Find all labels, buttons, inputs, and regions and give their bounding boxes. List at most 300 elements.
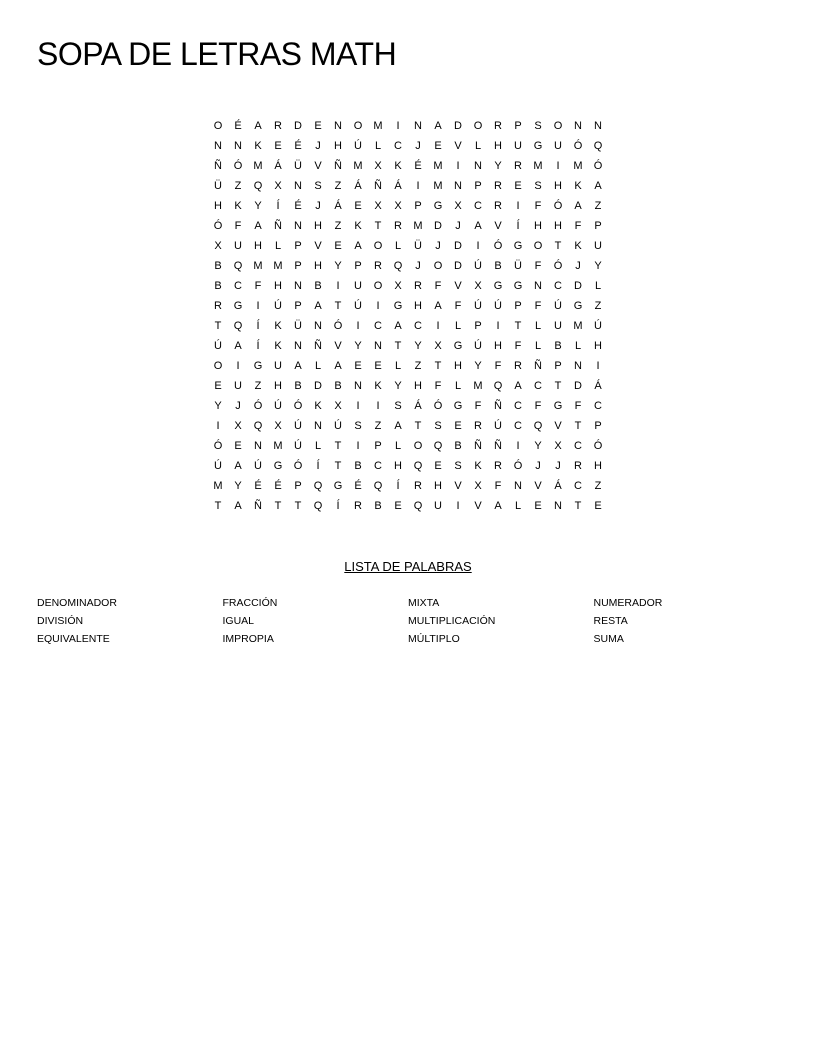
word-list-heading [0,559,816,575]
grid-row [208,156,608,176]
grid-cell: U [514,140,522,152]
grid-cell: A [394,320,402,332]
grid-cell: B [214,280,222,292]
grid-cell: A [314,300,322,312]
grid-cell: R [274,120,282,132]
grid-cell: K [254,140,262,152]
grid-cell: X [474,480,482,492]
grid-cell: X [554,440,562,452]
grid-cell: I [396,120,400,132]
grid-cell: T [554,240,562,252]
grid-cell: O [433,260,443,272]
grid-row [208,356,608,376]
grid-cell: X [454,200,462,212]
grid-cell: T [434,360,442,372]
grid-cell: R [394,220,402,232]
grid-cell: R [374,260,382,272]
grid-cell: Q [253,180,263,192]
grid-cell: R [494,120,502,132]
grid-cell: G [533,140,543,152]
grid-cell: Á [554,480,562,492]
grid-cell: Ú [354,140,362,152]
grid-cell: I [516,200,520,212]
grid-cell: Y [254,200,262,212]
grid-cell: G [233,300,243,312]
word-list-item: IMPROPIA [222,633,274,645]
grid-cell: K [394,160,402,172]
grid-cell: H [434,480,442,492]
grid-cell: K [314,400,322,412]
grid-cell: I [216,420,220,432]
word-list-item: FRACCIÓN [222,597,278,609]
grid-cell: B [454,440,462,452]
grid-cell: Y [474,360,482,372]
grid-cell: A [334,360,342,372]
grid-cell: G [493,280,503,292]
word-list-item: DENOMINADOR [37,597,117,609]
grid-row [208,376,608,396]
grid-cell: E [314,120,322,132]
grid-cell: I [256,300,260,312]
grid-cell: N [354,380,362,392]
grid-cell: M [213,480,223,492]
grid-cell: X [394,280,402,292]
grid-cell: H [254,240,262,252]
grid-row [208,456,608,476]
grid-cell: C [394,140,402,152]
grid-cell: F [234,220,242,232]
grid-cell: L [374,140,382,152]
grid-cell: M [573,160,583,172]
grid-cell: M [253,260,263,272]
grid-cell: V [314,240,322,252]
grid-cell: O [533,240,543,252]
grid-cell: N [294,180,302,192]
word-list-item: EQUIVALENTE [37,633,110,645]
grid-cell: Á [354,180,362,192]
grid-cell: E [434,460,442,472]
grid-cell: C [414,320,422,332]
grid-cell: T [414,420,422,432]
grid-cell: G [253,360,263,372]
grid-cell: É [354,480,362,492]
grid-cell: O [213,120,223,132]
grid-cell: Q [413,460,423,472]
grid-cell: E [334,240,342,252]
grid-row [208,136,608,156]
grid-cell: I [456,160,460,172]
grid-cell: N [314,420,322,432]
grid-cell: G [513,240,523,252]
grid-cell: Ü [514,260,522,272]
grid-cell: G [273,460,283,472]
grid-cell: U [434,500,442,512]
grid-cell: K [574,180,582,192]
grid-cell: B [294,380,302,392]
grid-cell: I [496,320,500,332]
grid-cell: N [214,140,222,152]
grid-cell: Ó [553,200,563,212]
grid-cell: Y [394,380,402,392]
grid-cell: L [314,360,322,372]
word-list-heading-text: LISTA DE PALABRAS [344,559,472,574]
grid-cell: M [533,160,543,172]
grid-cell: I [456,500,460,512]
grid-cell: I [356,320,360,332]
grid-cell: H [414,300,422,312]
grid-cell: N [294,280,302,292]
grid-cell: X [234,420,242,432]
grid-cell: A [474,220,482,232]
grid-cell: A [234,460,242,472]
grid-cell: N [574,360,582,372]
grid-cell: B [554,340,562,352]
grid-cell: U [354,280,362,292]
grid-cell: C [594,400,602,412]
grid-row [208,316,608,336]
grid-cell: T [334,300,342,312]
grid-cell: Z [374,420,382,432]
grid-cell: X [214,240,222,252]
grid-cell: T [334,440,342,452]
grid-cell: Ñ [254,500,262,512]
grid-cell: Y [534,440,542,452]
grid-row [208,216,608,236]
grid-cell: Ó [493,240,503,252]
grid-cell: U [274,360,282,372]
grid-cell: A [494,500,502,512]
grid-cell: Ó [293,460,303,472]
grid-cell: N [254,440,262,452]
grid-row [208,276,608,296]
grid-cell: Í [516,220,520,232]
grid-cell: F [574,220,582,232]
grid-cell: D [574,380,582,392]
grid-cell: E [274,140,282,152]
grid-cell: E [434,140,442,152]
grid-cell: J [555,460,561,472]
grid-cell: Í [256,320,260,332]
grid-cell: F [574,400,582,412]
grid-cell: Ó [213,220,223,232]
grid-cell: Í [276,200,280,212]
grid-cell: Ó [233,160,243,172]
grid-row [208,196,608,216]
grid-cell: L [394,360,402,372]
grid-cell: Ú [474,340,482,352]
word-row [37,594,779,612]
grid-cell: U [594,240,602,252]
grid-cell: K [574,240,582,252]
grid-cell: S [454,460,462,472]
grid-cell: Ü [214,180,222,192]
grid-cell: Ó [293,400,303,412]
grid-cell: Y [214,400,222,412]
grid-cell: R [474,420,482,432]
grid-cell: G [573,300,583,312]
grid-cell: N [534,280,542,292]
word-list-item: NUMERADOR [593,597,663,609]
grid-cell: C [474,200,482,212]
grid-cell: L [394,440,402,452]
grid-cell: Y [334,260,342,272]
grid-cell: T [374,220,382,232]
word-list-item: SUMA [593,633,624,645]
grid-cell: Ñ [474,440,482,452]
grid-cell: Í [256,340,260,352]
grid-cell: X [374,200,382,212]
grid-cell: P [594,220,602,232]
grid-cell: Ú [214,340,222,352]
grid-cell: H [554,220,562,232]
grid-cell: H [334,140,342,152]
grid-cell: R [494,200,502,212]
grid-cell: Ñ [214,160,222,172]
grid-cell: V [534,480,542,492]
grid-cell: Z [234,180,242,192]
grid-cell: N [454,180,462,192]
grid-cell: Ó [253,400,263,412]
grid-cell: E [374,360,382,372]
grid-cell: G [513,280,523,292]
grid-cell: H [594,340,602,352]
grid-cell: U [234,240,242,252]
grid-cell: Ó [213,440,223,452]
grid-cell: X [274,420,282,432]
grid-cell: C [374,320,382,332]
grid-cell: H [314,260,322,272]
grid-cell: Ü [294,160,302,172]
grid-cell: Q [393,260,403,272]
grid-cell: L [514,500,522,512]
grid-cell: I [356,440,360,452]
grid-cell: V [494,220,502,232]
grid-cell: V [554,420,562,432]
grid-cell: Q [313,480,323,492]
grid-cell: P [594,420,602,432]
grid-cell: T [514,320,522,332]
grid-cell: P [294,300,302,312]
grid-cell: P [474,320,482,332]
grid-cell: E [514,180,522,192]
grid-cell: K [274,320,282,332]
grid-cell: J [415,140,421,152]
word-list [37,594,779,648]
grid-cell: Ú [274,400,282,412]
grid-cell: M [353,160,363,172]
word-list-item: MIXTA [408,597,440,609]
grid-cell: Z [594,300,602,312]
grid-cell: Ó [553,260,563,272]
grid-cell: X [334,400,342,412]
grid-cell: C [574,440,582,452]
grid-cell: V [454,280,462,292]
grid-cell: F [254,280,262,292]
grid-cell: Ñ [274,220,282,232]
grid-cell: D [454,240,462,252]
grid-cell: Í [396,480,400,492]
grid-cell: A [294,360,302,372]
grid-cell: I [336,280,340,292]
grid-cell: R [494,180,502,192]
grid-cell: V [334,340,342,352]
grid-cell: Y [234,480,242,492]
grid-cell: T [334,460,342,472]
grid-cell: M [373,120,383,132]
grid-cell: R [214,300,222,312]
grid-cell: S [314,180,322,192]
grid-cell: O [473,120,483,132]
grid-cell: S [534,120,542,132]
grid-cell: O [373,280,383,292]
word-list-item: RESTA [593,615,628,627]
grid-cell: F [494,360,502,372]
grid-cell: F [434,280,442,292]
grid-cell: N [234,140,242,152]
grid-cell: I [516,440,520,452]
grid-cell: L [534,340,542,352]
grid-cell: A [254,120,262,132]
grid-cell: R [574,460,582,472]
grid-cell: J [435,240,441,252]
grid-cell: O [213,360,223,372]
grid-cell: S [434,420,442,432]
grid-cell: K [234,200,242,212]
grid-cell: I [436,320,440,332]
grid-cell: Z [334,220,342,232]
grid-cell: Ú [554,300,562,312]
grid-cell: A [574,200,582,212]
grid-cell: Q [433,440,443,452]
grid-cell: D [574,280,582,292]
grid-cell: Ü [294,320,302,332]
grid-cell: U [554,140,562,152]
grid-cell: U [234,380,242,392]
grid-cell: Q [413,500,423,512]
grid-row [208,116,608,136]
grid-cell: X [394,200,402,212]
grid-row [208,296,608,316]
grid-cell: Ó [433,400,443,412]
grid-cell: C [374,460,382,472]
grid-cell: H [534,220,542,232]
grid-cell: F [534,200,542,212]
grid-cell: R [414,280,422,292]
grid-cell: R [514,160,522,172]
grid-cell: N [414,120,422,132]
grid-cell: N [374,340,382,352]
grid-cell: H [394,460,402,472]
grid-cell: O [553,120,563,132]
grid-cell: X [274,180,282,192]
grid-cell: M [433,180,443,192]
word-list-item: MULTIPLICACIÓN [408,615,496,627]
grid-cell: P [554,360,562,372]
grid-cell: B [494,260,502,272]
grid-row [208,176,608,196]
grid-cell: F [434,380,442,392]
grid-cell: V [454,480,462,492]
grid-cell: N [514,480,522,492]
grid-cell: B [354,460,362,472]
grid-cell: I [476,240,480,252]
grid-cell: T [574,420,582,432]
grid-cell: P [294,260,302,272]
grid-cell: N [574,120,582,132]
grid-cell: S [534,180,542,192]
grid-cell: F [514,340,522,352]
grid-cell: H [414,380,422,392]
grid-cell: T [214,320,222,332]
grid-cell: I [376,300,380,312]
grid-cell: Q [253,420,263,432]
grid-cell: H [274,380,282,392]
grid-cell: V [454,140,462,152]
grid-cell: A [394,420,402,432]
grid-cell: Á [394,180,402,192]
grid-cell: E [354,360,362,372]
grid-cell: J [235,400,241,412]
grid-cell: P [514,300,522,312]
letter-grid [208,116,608,516]
grid-cell: J [415,260,421,272]
grid-cell: H [274,280,282,292]
grid-cell: Ú [494,420,502,432]
grid-cell: N [294,220,302,232]
grid-cell: L [534,320,542,332]
grid-cell: E [234,440,242,452]
grid-cell: F [494,480,502,492]
grid-cell: F [534,260,542,272]
grid-cell: D [314,380,322,392]
grid-cell: K [354,220,362,232]
grid-cell: Ñ [494,440,502,452]
grid-cell: Ú [474,300,482,312]
grid-cell: Y [494,160,502,172]
grid-cell: O [413,440,423,452]
grid-cell: G [453,340,463,352]
grid-cell: Ú [494,300,502,312]
grid-cell: Q [373,480,383,492]
grid-cell: J [315,200,321,212]
grid-cell: Ñ [334,160,342,172]
grid-cell: R [354,500,362,512]
grid-cell: T [214,500,222,512]
grid-cell: C [514,420,522,432]
grid-cell: F [534,400,542,412]
grid-cell: É [414,160,422,172]
grid-cell: Ó [593,160,603,172]
grid-cell: A [234,500,242,512]
grid-cell: J [575,260,581,272]
grid-cell: B [374,500,382,512]
grid-cell: D [454,120,462,132]
grid-cell: X [374,160,382,172]
grid-cell: F [454,300,462,312]
grid-cell: L [314,440,322,452]
grid-cell: É [274,480,282,492]
grid-cell: H [454,360,462,372]
grid-cell: H [554,180,562,192]
grid-cell: E [214,380,222,392]
grid-cell: B [334,380,342,392]
grid-cell: E [354,200,362,212]
grid-cell: N [474,160,482,172]
grid-cell: D [454,260,462,272]
grid-cell: P [414,200,422,212]
word-list-item: IGUAL [222,615,255,627]
grid-cell: Í [336,500,340,512]
